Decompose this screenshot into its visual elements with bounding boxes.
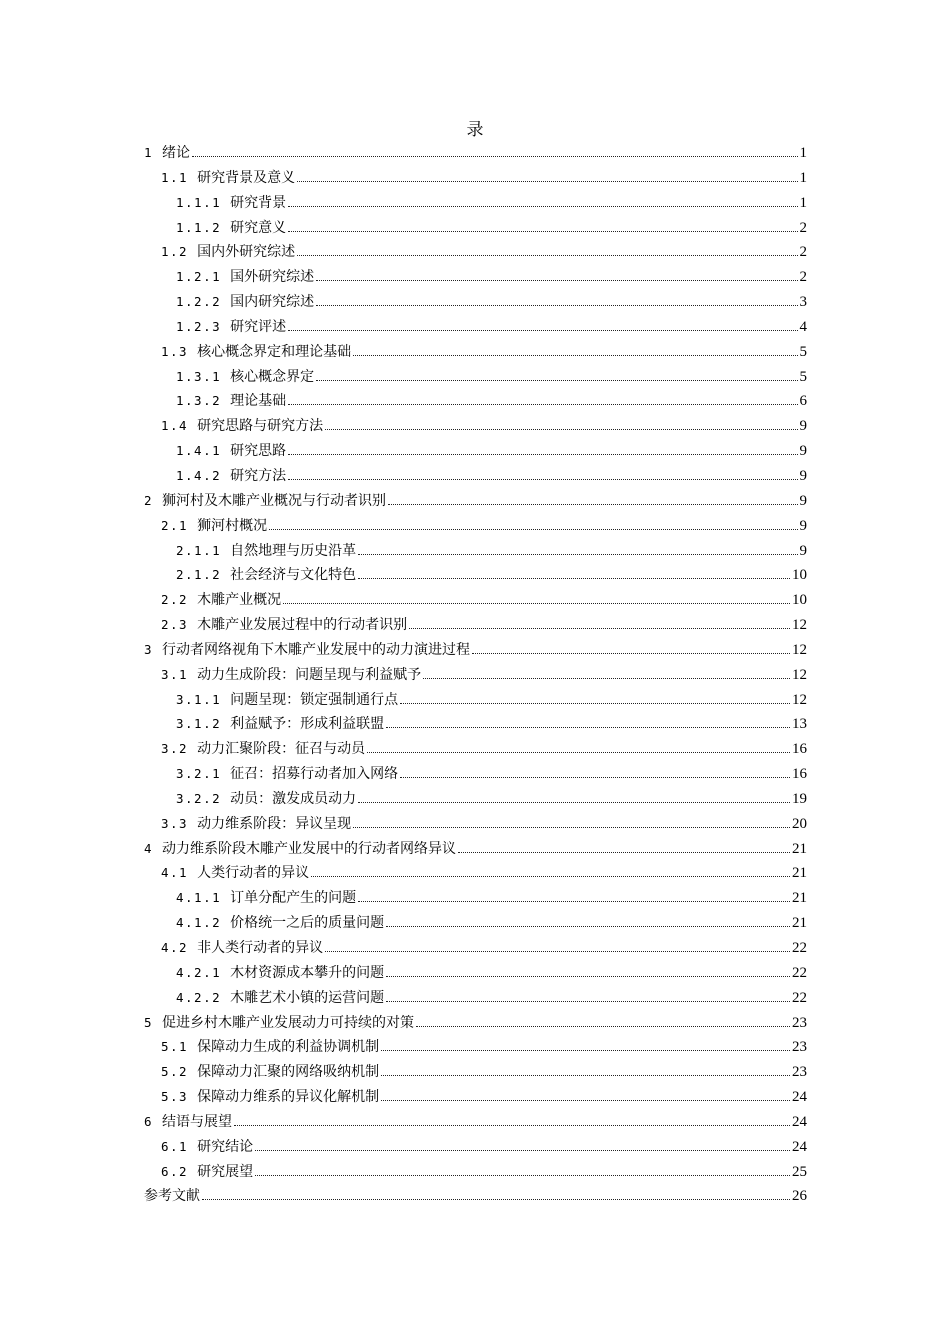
toc-entry-title: 研究背景 [230,194,287,211]
toc-entry[interactable] [144,812,807,837]
toc-dot-leader [358,578,790,579]
toc-entry[interactable] [144,688,807,713]
toc-entry-title: 征召：招募行动者加入网络 [230,766,399,783]
toc-entry-title: 社会经济与文化特色 [230,567,357,584]
toc-entry-title: 动员：激发成员动力 [230,790,357,807]
toc-dot-leader [325,429,797,430]
toc-entry[interactable] [144,936,807,961]
toc-entry-number: 5.3 [161,1089,189,1105]
toc-entry[interactable] [144,290,807,315]
toc-dot-leader [288,330,797,331]
toc-entry-number: 6.1 [161,1138,189,1154]
toc-entry-page-number: 2 [799,219,807,236]
toc-dot-leader [316,305,797,306]
toc-entry-number: 4.2.2 [176,989,222,1005]
toc-dot-leader [416,1026,790,1027]
toc-entry-number: 1.2.1 [176,269,222,285]
toc-entry-page-number: 12 [792,641,807,658]
toc-entry[interactable] [144,787,807,812]
toc-entry-title: 国外研究综述 [230,269,315,286]
toc-entry-title: 研究结论 [197,1138,254,1155]
toc-entry-page-number: 3 [799,294,807,311]
toc-entry-number: 1.2.3 [176,318,222,334]
toc-dot-leader [458,852,790,853]
toc-entry[interactable] [144,1160,807,1185]
toc-entry-page-number: 21 [792,890,807,907]
toc-entry[interactable] [144,1184,807,1209]
toc-dot-leader [353,355,797,356]
toc-entry-number: 2 [144,492,154,508]
toc-entry-number: 6 [144,1113,154,1129]
toc-entry-number: 1.2 [161,244,189,260]
toc-entry-title: 绪论 [162,145,191,161]
toc-dot-leader [367,752,790,753]
toc-entry-title: 研究背景及意义 [197,169,296,186]
toc-entry-number: 1.1.1 [176,194,222,210]
toc-entry[interactable] [144,315,807,340]
toc-entry-title: 订单分配产生的问题 [230,890,357,907]
toc-entry-number: 4.1.1 [176,890,222,906]
toc-entry[interactable] [144,837,807,862]
toc-entry-page-number: 9 [799,467,807,484]
toc-entry-page-number: 26 [792,1188,807,1205]
toc-dot-leader [192,156,797,157]
toc-entry-page-number: 1 [799,145,807,161]
toc-entry-number: 2.3 [161,617,189,633]
toc-entry-title: 保障动力生成的利益协调机制 [197,1039,380,1056]
toc-entry[interactable] [144,1011,807,1036]
toc-entry-title: 人类行动者的异议 [197,865,310,882]
toc-entry[interactable] [144,340,807,365]
toc-entry[interactable] [144,861,807,886]
toc-entry[interactable] [144,464,807,489]
toc-entry-page-number: 21 [792,915,807,932]
toc-dot-leader [400,777,790,778]
toc-entry-title: 促进乡村木雕产业发展动力可持续的对策 [162,1014,415,1031]
toc-dot-leader [400,703,790,704]
toc-entry[interactable] [144,886,807,911]
toc-entry[interactable] [144,613,807,638]
toc-entry-number: 1.2.2 [176,294,222,310]
toc-entry-number: 5.2 [161,1064,189,1080]
toc-dot-leader [288,404,797,405]
toc-entry-page-number: 25 [792,1163,807,1180]
toc-entry-title: 狮河村概况 [197,517,268,534]
toc-entry-number: 3.1.2 [176,716,222,732]
toc-entry[interactable] [144,514,807,539]
toc-dot-leader [386,1001,790,1002]
toc-entry-number: 4 [144,840,154,856]
toc-entry-page-number: 12 [792,617,807,634]
toc-entry[interactable] [144,191,807,216]
toc-dot-leader [311,876,790,877]
toc-entry-title: 木材资源成本攀升的问题 [230,964,385,981]
toc-entry-page-number: 1 [799,194,807,211]
toc-entry-title: 研究意义 [230,219,287,236]
toc-entry-page-number: 2 [799,269,807,286]
toc-dot-leader [386,926,790,927]
toc-entry-page-number: 9 [799,418,807,435]
toc-entry-number: 1.1 [161,169,189,185]
toc-entry-title: 动力汇聚阶段：征召与动员 [197,741,366,758]
toc-entry-title: 结语与展望 [162,1113,233,1130]
toc-entry-number: 3.2.2 [176,790,222,806]
toc-dot-leader [202,1199,790,1200]
toc-entry-title: 木雕产业发展过程中的行动者识别 [197,617,408,634]
toc-dot-leader [288,231,797,232]
toc-entry-page-number: 5 [799,343,807,360]
toc-entry-page-number: 23 [792,1039,807,1056]
toc-entry-page-number: 12 [792,666,807,683]
toc-entry[interactable] [144,141,807,166]
toc-list [144,141,807,1209]
toc-entry-title: 问题呈现：锁定强制通行点 [230,691,399,708]
toc-dot-leader [316,280,797,281]
toc-dot-leader [388,504,797,505]
toc-entry-page-number: 4 [799,318,807,335]
toc-dot-leader [423,678,790,679]
toc-dot-leader [255,1175,790,1176]
toc-entry-number: 3.2.1 [176,766,222,782]
toc-entry[interactable] [144,1085,807,1110]
toc-entry[interactable] [144,911,807,936]
toc-entry-page-number: 21 [792,865,807,882]
toc-entry-page-number: 21 [792,840,807,857]
toc-entry-number: 4.1 [161,865,189,881]
toc-dot-leader [283,603,790,604]
toc-entry-page-number: 22 [792,964,807,981]
toc-entry-number: 2.1.2 [176,567,222,583]
toc-entry[interactable] [144,166,807,191]
toc-entry-title: 木雕产业概况 [197,592,282,609]
toc-dot-leader [381,1100,790,1101]
toc-entry-number: 5.1 [161,1039,189,1055]
toc-entry-title: 非人类行动者的异议 [197,940,324,956]
toc-entry[interactable] [144,712,807,737]
toc-dot-leader [297,255,797,256]
toc-dot-leader [358,901,790,902]
toc-entry-number: 4.1.2 [176,915,222,931]
toc-dot-leader [386,727,790,728]
toc-entry-page-number: 9 [799,492,807,509]
toc-entry-title: 保障动力维系的异议化解机制 [197,1089,380,1106]
toc-entry-title: 参考文献 [144,1188,200,1205]
toc-entry[interactable] [144,663,807,688]
toc-entry-title: 理论基础 [230,393,287,410]
toc-entry-page-number: 20 [792,815,807,832]
toc-entry-page-number: 12 [792,691,807,708]
toc-entry-number: 1 [144,145,154,160]
toc-entry-title: 核心概念界定和理论基础 [197,343,352,360]
toc-entry-number: 2.1 [161,517,189,533]
toc-entry-title: 研究展望 [197,1163,254,1180]
toc-entry-number: 2.1.1 [176,542,222,558]
toc-entry-page-number: 22 [792,989,807,1006]
toc-entry-page-number: 24 [792,1113,807,1130]
toc-entry-page-number: 24 [792,1089,807,1106]
toc-dot-leader [381,1050,790,1051]
toc-entry-page-number: 23 [792,1064,807,1081]
toc-dot-leader [358,554,797,555]
toc-dot-leader [325,951,790,952]
toc-dot-leader [353,827,790,828]
toc-entry-page-number: 23 [792,1014,807,1031]
toc-entry-page-number: 1 [799,169,807,186]
toc-entry-number: 6.2 [161,1163,189,1179]
toc-entry-title: 国内研究综述 [230,294,315,311]
toc-entry-number: 3.1.1 [176,691,222,707]
toc-entry-title: 研究思路与研究方法 [197,418,324,435]
toc-entry[interactable] [144,1060,807,1085]
toc-entry[interactable] [144,389,807,414]
toc-entry-number: 1.3 [161,343,189,359]
toc-entry-number: 1.4 [161,418,189,434]
toc-entry[interactable] [144,240,807,265]
toc-entry[interactable] [144,365,807,390]
toc-entry-title: 动力维系阶段木雕产业发展中的行动者网络异议 [162,840,457,857]
toc-entry-title: 狮河村及木雕产业概况与行动者识别 [162,492,387,509]
toc-entry-page-number: 13 [792,716,807,733]
toc-entry-number: 1.3.1 [176,368,222,384]
toc-entry-page-number: 24 [792,1138,807,1155]
toc-entry-title: 研究思路 [230,443,287,460]
toc-entry[interactable] [144,414,807,439]
toc-dot-leader [409,628,790,629]
toc-entry-page-number: 16 [792,766,807,783]
toc-entry-page-number: 9 [799,517,807,534]
toc-entry-title: 价格统一之后的质量问题 [230,915,385,932]
toc-entry[interactable] [144,1110,807,1135]
toc-entry[interactable] [144,489,807,514]
toc-entry[interactable] [144,216,807,241]
toc-entry-number: 3.2 [161,741,189,757]
toc-entry-number: 3.1 [161,666,189,682]
toc-entry-page-number: 9 [799,443,807,460]
toc-entry-number: 1.3.2 [176,393,222,409]
toc-dot-leader [269,529,797,530]
toc-entry-number: 1.4.2 [176,467,222,483]
toc-entry-title: 动力维系阶段：异议呈现 [197,815,352,832]
toc-entry-title: 动力生成阶段：问题呈现与利益赋予 [197,666,422,683]
toc-dot-leader [288,206,797,207]
toc-entry-title: 行动者网络视角下木雕产业发展中的动力演进过程 [162,641,471,658]
toc-entry-number: 1.1.2 [176,219,222,235]
toc-entry-title: 研究评述 [230,318,287,335]
toc-entry-page-number: 10 [792,592,807,609]
toc-entry-number: 3.3 [161,815,189,831]
toc-entry[interactable] [144,539,807,564]
toc-entry-title: 利益赋予：形成利益联盟 [230,716,385,733]
toc-entry-page-number: 22 [792,940,807,956]
toc-entry-title: 保障动力汇聚的网络吸纳机制 [197,1064,380,1081]
toc-entry-page-number: 10 [792,567,807,584]
toc-dot-leader [297,181,797,182]
toc-entry-page-number: 9 [799,542,807,559]
toc-dot-leader [358,802,790,803]
toc-entry-title: 自然地理与历史沿革 [230,542,357,559]
toc-entry[interactable] [144,638,807,663]
toc-dot-leader [255,1150,790,1151]
toc-entry[interactable] [144,1135,807,1160]
toc-entry-page-number: 5 [799,368,807,385]
toc-entry-page-number: 6 [799,393,807,410]
toc-entry[interactable] [144,961,807,986]
toc-entry[interactable] [144,986,807,1011]
toc-dot-leader [316,380,797,381]
toc-dot-leader [234,1125,790,1126]
toc-entry-page-number: 16 [792,741,807,758]
toc-dot-leader [472,653,790,654]
toc-entry-number: 3 [144,641,154,657]
toc-entry-title: 国内外研究综述 [197,244,296,261]
toc-entry[interactable] [144,737,807,762]
toc-dot-leader [288,479,797,480]
toc-entry-number: 2.2 [161,592,189,608]
toc-entry[interactable] [144,439,807,464]
toc-entry-title: 研究方法 [230,467,287,484]
toc-title: 录 [466,120,484,140]
toc-entry[interactable] [144,762,807,787]
toc-dot-leader [288,454,797,455]
toc-entry-title: 木雕艺术小镇的运营问题 [230,989,385,1006]
toc-entry-page-number: 2 [799,244,807,261]
toc-entry[interactable] [144,588,807,613]
toc-entry[interactable] [144,265,807,290]
toc-entry-page-number: 19 [792,790,807,807]
toc-entry[interactable] [144,1035,807,1060]
toc-entry-number: 4.2.1 [176,964,222,980]
toc-entry-number: 5 [144,1014,154,1030]
toc-entry[interactable] [144,563,807,588]
toc-entry-number: 1.4.1 [176,443,222,459]
toc-dot-leader [386,976,790,977]
toc-entry-title: 核心概念界定 [230,368,315,385]
toc-entry-number: 4.2 [161,940,189,955]
toc-dot-leader [381,1075,790,1076]
